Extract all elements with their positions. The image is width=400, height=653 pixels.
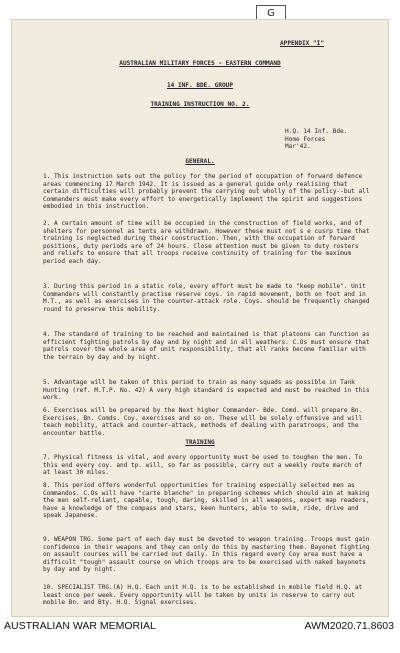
paragraph: 6. Exercises will be prepared by the Next higher Commander- Bde. Comd. will prepare Bn. Exercises, Bn. Comds. Coy. exercises and so on. These will be solely offensive and will teach mobility, attack and counter-attack, methods of dealing with paratroops, and the encounter battle.: [43, 407, 363, 437]
hq-block: [285, 128, 347, 151]
paragraph: 7. Physical fitness is vital, and every opportunity must be used to toughen the men. To this end every coy. and tp. will, so far as possible, carry out a weekly route march of at least 30 miles.: [43, 454, 363, 477]
footer-accession: AWM2020.71.8603: [304, 620, 394, 632]
general-heading: GENERAL.: [185, 158, 215, 165]
training-heading: TRAINING: [185, 439, 215, 446]
paragraph: 2. A certain amount of time will be occupied in the construction of field works, and of shelters for personnel as tents are withdrawn. However these must not s e cusrp time that training is neglected during their construction. Then, with the occupation of forward positions, duty periods are of 24 hours. Close attention must be given to duty rosters and reliefs to ensure that all troops receive continuity of training for the maximum period each day.: [43, 220, 370, 265]
hq-line: Mar'42.: [285, 143, 311, 151]
corner-label: G: [256, 5, 286, 22]
hq-line: H.Q. 14 Inf. Bde.: [285, 128, 348, 135]
paragraph: 8. This period offers wonderful opportunities for training especially selected men as Commandos. C.Os will have "carte blanche" in preparing schemes which should aim at making the men self-reliant, capable, tough, daring, skilled in all weapons, expert map readers, have a knowledge of the compass and stars, keen hunters, able to swim, ride, drive and speak Japanese.: [43, 482, 370, 520]
group-title: 14 INF. BDE. GROUP: [166, 82, 234, 89]
hq-line: Home Forces: [285, 135, 326, 143]
paragraph: 9. WEAPON TRG. Some part of each day must be devoted to weapon training. Troops must gain confidence in their weapons and they can only do this by mastering them. Bayonet fighting on assault courses will be carried out daily. In this regard every Coy area must have a difficult "tough" assault course on which troops are to be exercised with naked bayonets by day and by night.: [43, 536, 370, 574]
footer: [0, 618, 400, 653]
document-page: [12, 20, 388, 616]
instruction-title: TRAINING INSTRUCTION NO. 2.: [150, 101, 250, 108]
paragraph: 1. This instruction sets out the policy for the period of occupation of forward defence areas commencing 17 March 1942. It is issued as a general guide only realising that certain difficulties will probably prevent the carrying out wholly of the policy--but all Commanders must make every effort to energetically implement the spirit and suggestions embodied in this instruction.: [43, 173, 370, 211]
paragraph: 5. Advantage will be taken of this period to train as many squads as possible in Tank Hunting (ref. M.T.P. No. 42) A very high standard is expected and must be reached in this work.: [43, 379, 370, 402]
appendix-label: APPENDIX "I": [280, 40, 325, 47]
force-title: AUSTRALIAN MILITARY FORCES - EASTERN COMMAND: [119, 60, 281, 67]
paragraph: 3. During this period in a static role, every effort must be made to "keep mobile". Unit Commanders will constantly practise reserve coys. in rapid movement, both on foot and in M.T., as well as exercises in the counter-attack role. Coys. should be frequently changed round to preserve this mobility.: [43, 283, 370, 313]
paragraph: 4. The standard of training to be reached and maintained is that platoons can function as efficient fighting patrols by day and by night and in all weathers. C.Os must ensure that patrols cover the whole area of unit responsibility, that all ranks become familiar with the terrain by day and by night.: [43, 331, 370, 361]
footer-institution: AUSTRALIAN WAR MEMORIAL: [4, 620, 156, 632]
paragraph: 10. SPECIALIST TRG.(A) H.Q. Each unit H.Q. is to be established in mobile field H.Q. at least once per week. Every opportunity will be taken by units in reserve to carry out mobile Bn. and Bty. H.Q. Signal exercises.: [43, 584, 363, 607]
